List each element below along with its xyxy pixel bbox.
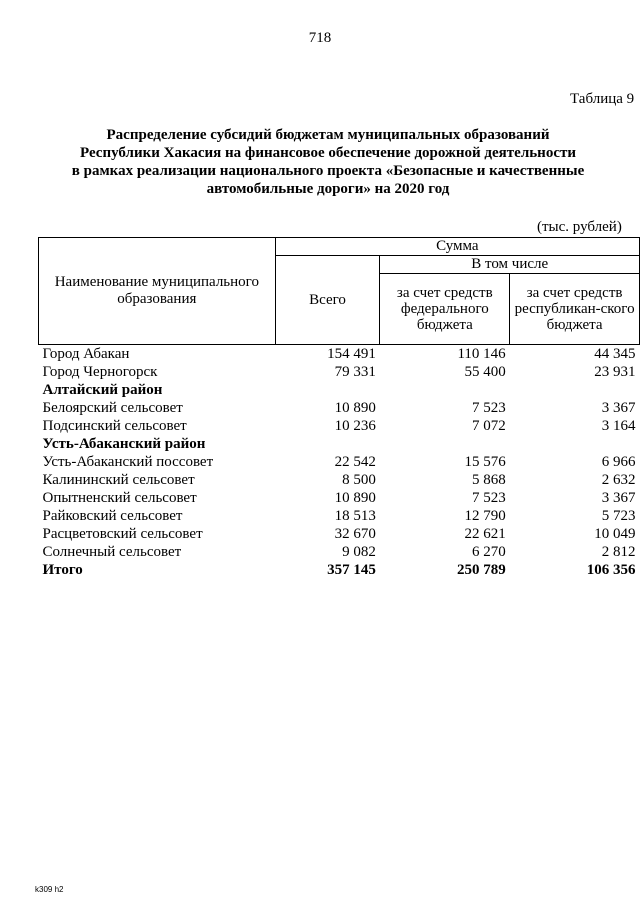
cell-republic: 2 812: [601, 543, 636, 560]
cell-total: 18 513: [334, 507, 376, 524]
cell-name: Город Абакан: [42, 345, 130, 362]
cell-federal: [380, 381, 510, 399]
table-row: [39, 363, 640, 381]
cell-republic: 3 367: [601, 489, 636, 506]
cell-name: Усть-Абаканский поссовет: [42, 453, 214, 470]
cell-republic: 10 049: [594, 525, 636, 542]
cell-total: 8 500: [342, 471, 376, 488]
table-row: [39, 399, 640, 417]
title-line: в рамках реализации национального проекта «Безопасные и качественные: [71, 163, 585, 179]
cell-name: Калининский сельсовет: [42, 471, 195, 488]
cell-total: 32 670: [334, 525, 376, 542]
cell-name: Опытненский сельсовет: [42, 489, 197, 506]
cell-republic: 3 367: [601, 399, 636, 416]
cell-federal: 55 400: [464, 363, 506, 380]
cell-republic: [510, 381, 640, 399]
cell-federal: 6 270: [471, 543, 506, 560]
title-line: автомобильные дороги» на 2020 год: [206, 181, 450, 197]
cell-total: 357 145: [327, 561, 376, 578]
header-total: Всего: [275, 256, 380, 345]
cell-republic: [510, 435, 640, 453]
subsidy-table: [38, 237, 640, 579]
total-row: [39, 561, 640, 579]
cell-name: Солнечный сельсовет: [42, 543, 182, 560]
header-republic: за счет средств республикан-ского бюджета: [510, 274, 640, 345]
cell-republic: 44 345: [594, 345, 636, 362]
cell-name: Город Черногорск: [42, 363, 158, 380]
cell-federal: 15 576: [464, 453, 506, 470]
cell-federal: [380, 435, 510, 453]
table-row: [39, 507, 640, 525]
cell-total: 9 082: [342, 543, 376, 560]
header-including: В том числе: [380, 256, 640, 274]
cell-name: Усть-Абаканский район: [42, 435, 206, 452]
table-row: [39, 543, 640, 561]
table-row: [39, 525, 640, 543]
cell-federal: 7 523: [471, 399, 506, 416]
cell-republic: 106 356: [586, 561, 636, 578]
cell-total: [275, 435, 380, 453]
cell-total: 10 236: [334, 417, 376, 434]
cell-name: Райковский сельсовет: [42, 507, 183, 524]
cell-federal: 7 072: [471, 417, 506, 434]
cell-federal: 22 621: [464, 525, 506, 542]
page-number: 718: [308, 30, 332, 46]
header-federal: за счет средств федерального бюджета: [380, 274, 510, 345]
cell-total: 10 890: [334, 399, 376, 416]
table-title: [20, 126, 636, 198]
district-row: [39, 435, 640, 453]
cell-federal: 7 523: [471, 489, 506, 506]
cell-federal: 110 146: [457, 345, 506, 362]
cell-name: Подсинский сельсовет: [42, 417, 187, 434]
cell-total: 10 890: [334, 489, 376, 506]
units-label: (тыс. рублей): [537, 219, 622, 235]
table-label: Таблица 9: [570, 91, 635, 107]
cell-name: Расцветовский сельсовет: [42, 525, 203, 542]
table-row: [39, 471, 640, 489]
cell-federal: 5 868: [471, 471, 506, 488]
cell-name: Итого: [42, 561, 83, 578]
cell-total: [275, 381, 380, 399]
table-row: [39, 489, 640, 507]
table-row: [39, 453, 640, 471]
cell-republic: 5 723: [601, 507, 636, 524]
table-row: [39, 417, 640, 435]
cell-total: 22 542: [334, 453, 376, 470]
table-row: [39, 345, 640, 364]
cell-federal: 12 790: [464, 507, 506, 524]
cell-republic: 2 632: [601, 471, 636, 488]
footer-code: k309 h2: [35, 885, 64, 894]
title-line: Республики Хакасия на финансовое обеспечение дорожной деятельности: [80, 145, 576, 161]
title-line: Распределение субсидий бюджетам муниципальных образований: [106, 127, 550, 143]
cell-republic: 23 931: [594, 363, 636, 380]
header-name: Наименование муниципального образования: [39, 238, 276, 345]
cell-name: Белоярский сельсовет: [42, 399, 183, 416]
cell-republic: 3 164: [601, 417, 636, 434]
district-row: [39, 381, 640, 399]
cell-federal: 250 789: [456, 561, 506, 578]
header-sum: Сумма: [275, 238, 639, 256]
cell-total: 79 331: [334, 363, 376, 380]
cell-name: Алтайский район: [42, 381, 163, 398]
cell-republic: 6 966: [601, 453, 636, 470]
cell-total: 154 491: [327, 345, 376, 362]
